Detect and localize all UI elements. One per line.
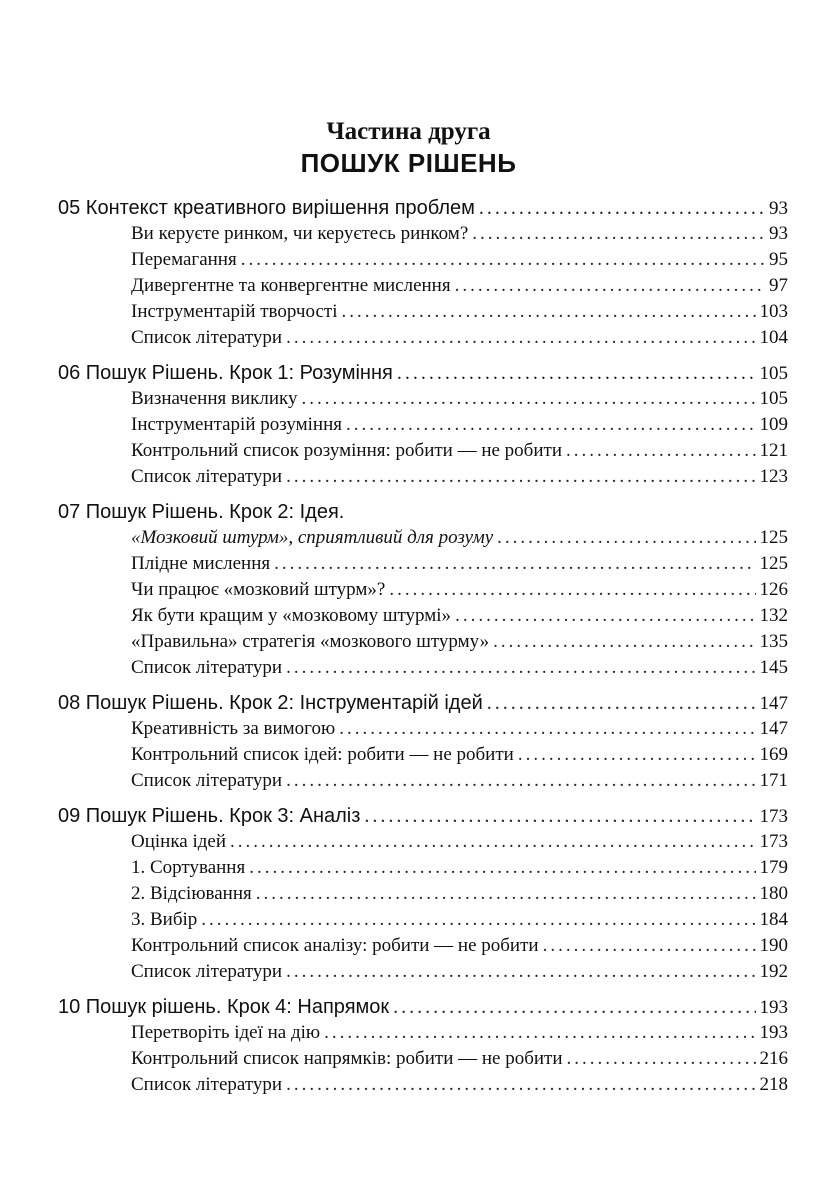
section-title: Список літератури bbox=[131, 1074, 283, 1095]
section-title: Перетворіть ідеї на дію bbox=[131, 1022, 321, 1043]
section-entry bbox=[58, 1046, 788, 1072]
section-page-number: 147 bbox=[759, 718, 788, 739]
section-entry bbox=[58, 577, 788, 603]
section-title: Інструментарій творчості bbox=[131, 301, 338, 322]
leader-dots bbox=[274, 551, 755, 577]
section-title: Креативність за вимогою bbox=[131, 718, 336, 739]
section-page-number: 218 bbox=[759, 1074, 788, 1095]
leader-dots bbox=[230, 829, 755, 855]
section-entry bbox=[58, 742, 788, 768]
section-page-number: 190 bbox=[759, 935, 788, 956]
toc-chapter bbox=[58, 994, 788, 1098]
leader-dots bbox=[455, 273, 765, 299]
section-page-number: 109 bbox=[759, 414, 788, 435]
section-title: Ви керуєте ринком, чи керуєтесь ринком? bbox=[131, 223, 469, 244]
section-title: Список літератури bbox=[131, 961, 283, 982]
section-entry bbox=[58, 881, 788, 907]
leader-dots bbox=[472, 221, 765, 247]
section-entry bbox=[58, 716, 788, 742]
leader-dots bbox=[364, 803, 755, 829]
section-entry bbox=[58, 907, 788, 933]
section-entry bbox=[58, 221, 788, 247]
chapter-entry bbox=[58, 195, 788, 221]
section-title: Список літератури bbox=[131, 657, 283, 678]
section-page-number: 121 bbox=[759, 440, 788, 461]
section-title: «Правильна» стратегія «мозкового штурму» bbox=[131, 631, 490, 652]
section-page-number: 180 bbox=[759, 883, 788, 904]
section-entry bbox=[58, 629, 788, 655]
leader-dots bbox=[286, 768, 755, 794]
chapter-title: 07 Пошук Рішень. Крок 2: Ідея. bbox=[58, 501, 345, 523]
leader-dots bbox=[249, 855, 755, 881]
section-title: Як бути кращим у «мозковому штурмі» bbox=[131, 605, 452, 626]
section-entry bbox=[58, 551, 788, 577]
section-entry bbox=[58, 438, 788, 464]
section-entry bbox=[58, 325, 788, 351]
leader-dots bbox=[201, 907, 755, 933]
leader-dots bbox=[256, 881, 756, 907]
section-title: «Мозковий штурм», сприятливий для розуму bbox=[131, 527, 494, 548]
chapter-page-number: 93 bbox=[769, 198, 788, 219]
section-title: Контрольний список напрямків: робити — не робити bbox=[131, 1048, 563, 1069]
leader-dots bbox=[389, 577, 755, 603]
section-page-number: 169 bbox=[759, 744, 788, 765]
leader-dots bbox=[346, 412, 756, 438]
section-title: Дивергентне та конвергентне мислення bbox=[131, 275, 451, 296]
section-page-number: 145 bbox=[759, 657, 788, 678]
leader-dots bbox=[487, 690, 756, 716]
leader-dots bbox=[566, 438, 756, 464]
section-page-number: 105 bbox=[759, 388, 788, 409]
chapter-page-number: 147 bbox=[759, 693, 788, 714]
section-title: Контрольний список аналізу: робити — не робити bbox=[131, 935, 539, 956]
chapter-title: 08 Пошук Рішень. Крок 2: Інструментарій ідей bbox=[58, 692, 483, 714]
section-page-number: 103 bbox=[759, 301, 788, 322]
section-page-number: 192 bbox=[759, 961, 788, 982]
section-page-number: 104 bbox=[759, 327, 788, 348]
leader-dots bbox=[286, 464, 755, 490]
chapter-entry bbox=[58, 994, 788, 1020]
section-entry bbox=[58, 768, 788, 794]
toc-chapter bbox=[58, 499, 788, 681]
section-entry bbox=[58, 933, 788, 959]
section-entry bbox=[58, 959, 788, 985]
section-page-number: 193 bbox=[759, 1022, 788, 1043]
leader-dots bbox=[341, 299, 755, 325]
section-entry bbox=[58, 655, 788, 681]
section-page-number: 93 bbox=[769, 223, 788, 244]
chapter-page-number: 105 bbox=[759, 363, 788, 384]
leader-dots bbox=[543, 933, 756, 959]
chapter-entry bbox=[58, 690, 788, 716]
leader-dots bbox=[518, 742, 756, 768]
leader-dots bbox=[286, 1072, 755, 1098]
section-page-number: 123 bbox=[759, 466, 788, 487]
chapter-title: 10 Пошук рішень. Крок 4: Напрямок bbox=[58, 996, 390, 1018]
toc-chapter bbox=[58, 690, 788, 794]
leader-dots bbox=[479, 195, 765, 221]
section-title: Список літератури bbox=[131, 770, 283, 791]
chapter-title: 06 Пошук Рішень. Крок 1: Розуміння bbox=[58, 362, 393, 384]
chapter-title: 05 Контекст креативного вирішення проблем bbox=[58, 197, 475, 219]
section-title: Контрольний список розуміння: робити — не робити bbox=[131, 440, 562, 461]
leader-dots bbox=[301, 386, 755, 412]
part-subtitle: ПОШУК РІШЕНЬ bbox=[300, 148, 517, 178]
section-title: Список літератури bbox=[131, 466, 283, 487]
leader-dots bbox=[397, 360, 756, 386]
leader-dots bbox=[286, 325, 755, 351]
section-entry bbox=[58, 412, 788, 438]
chapter-title: 09 Пошук Рішень. Крок 3: Аналіз bbox=[58, 805, 361, 827]
section-title: Оцінка ідей bbox=[131, 831, 227, 852]
section-title: Чи працює «мозковий штурм»? bbox=[131, 579, 386, 600]
table-of-contents bbox=[58, 195, 788, 1107]
toc-chapter bbox=[58, 803, 788, 985]
section-title: Перемагання bbox=[131, 249, 237, 270]
section-title: 2. Відсіювання bbox=[131, 883, 252, 904]
section-page-number: 126 bbox=[759, 579, 788, 600]
leader-dots bbox=[339, 716, 755, 742]
section-page-number: 173 bbox=[759, 831, 788, 852]
section-page-number: 216 bbox=[759, 1048, 788, 1069]
section-page-number: 171 bbox=[759, 770, 788, 791]
leader-dots bbox=[286, 959, 755, 985]
section-title: Інструментарій розуміння bbox=[131, 414, 342, 435]
section-entry bbox=[58, 464, 788, 490]
section-title: Визначення виклику bbox=[131, 388, 298, 409]
section-page-number: 95 bbox=[769, 249, 788, 270]
leader-dots bbox=[286, 655, 755, 681]
leader-dots bbox=[393, 994, 755, 1020]
chapter-entry bbox=[58, 499, 788, 525]
leader-dots bbox=[567, 1046, 756, 1072]
section-entry bbox=[58, 299, 788, 325]
section-entry bbox=[58, 247, 788, 273]
leader-dots bbox=[455, 603, 755, 629]
leader-dots bbox=[493, 629, 755, 655]
section-page-number: 125 bbox=[759, 527, 788, 548]
section-entry bbox=[58, 855, 788, 881]
section-entry bbox=[58, 1020, 788, 1046]
section-entry bbox=[58, 273, 788, 299]
section-entry bbox=[58, 386, 788, 412]
chapter-entry bbox=[58, 803, 788, 829]
section-page-number: 97 bbox=[769, 275, 788, 296]
section-title: 3. Вибір bbox=[131, 909, 198, 930]
chapter-entry bbox=[58, 360, 788, 386]
section-page-number: 132 bbox=[759, 605, 788, 626]
section-page-number: 184 bbox=[759, 909, 788, 930]
section-title: Плідне мислення bbox=[131, 553, 271, 574]
section-page-number: 179 bbox=[759, 857, 788, 878]
chapter-page-number: 173 bbox=[759, 806, 788, 827]
section-title: Контрольний список ідей: робити — не робити bbox=[131, 744, 514, 765]
section-page-number: 135 bbox=[759, 631, 788, 652]
leader-dots bbox=[241, 247, 765, 273]
section-entry bbox=[58, 829, 788, 855]
leader-dots bbox=[324, 1020, 755, 1046]
chapter-page-number: 193 bbox=[759, 997, 788, 1018]
section-title: 1. Сортування bbox=[131, 857, 246, 878]
section-title: Список літератури bbox=[131, 327, 283, 348]
toc-chapter bbox=[58, 360, 788, 490]
section-entry bbox=[58, 525, 788, 551]
leader-dots bbox=[497, 525, 755, 551]
section-entry bbox=[58, 1072, 788, 1098]
section-entry bbox=[58, 603, 788, 629]
toc-chapter bbox=[58, 195, 788, 351]
section-page-number: 125 bbox=[759, 553, 788, 574]
part-title: Частина друга bbox=[326, 118, 491, 145]
